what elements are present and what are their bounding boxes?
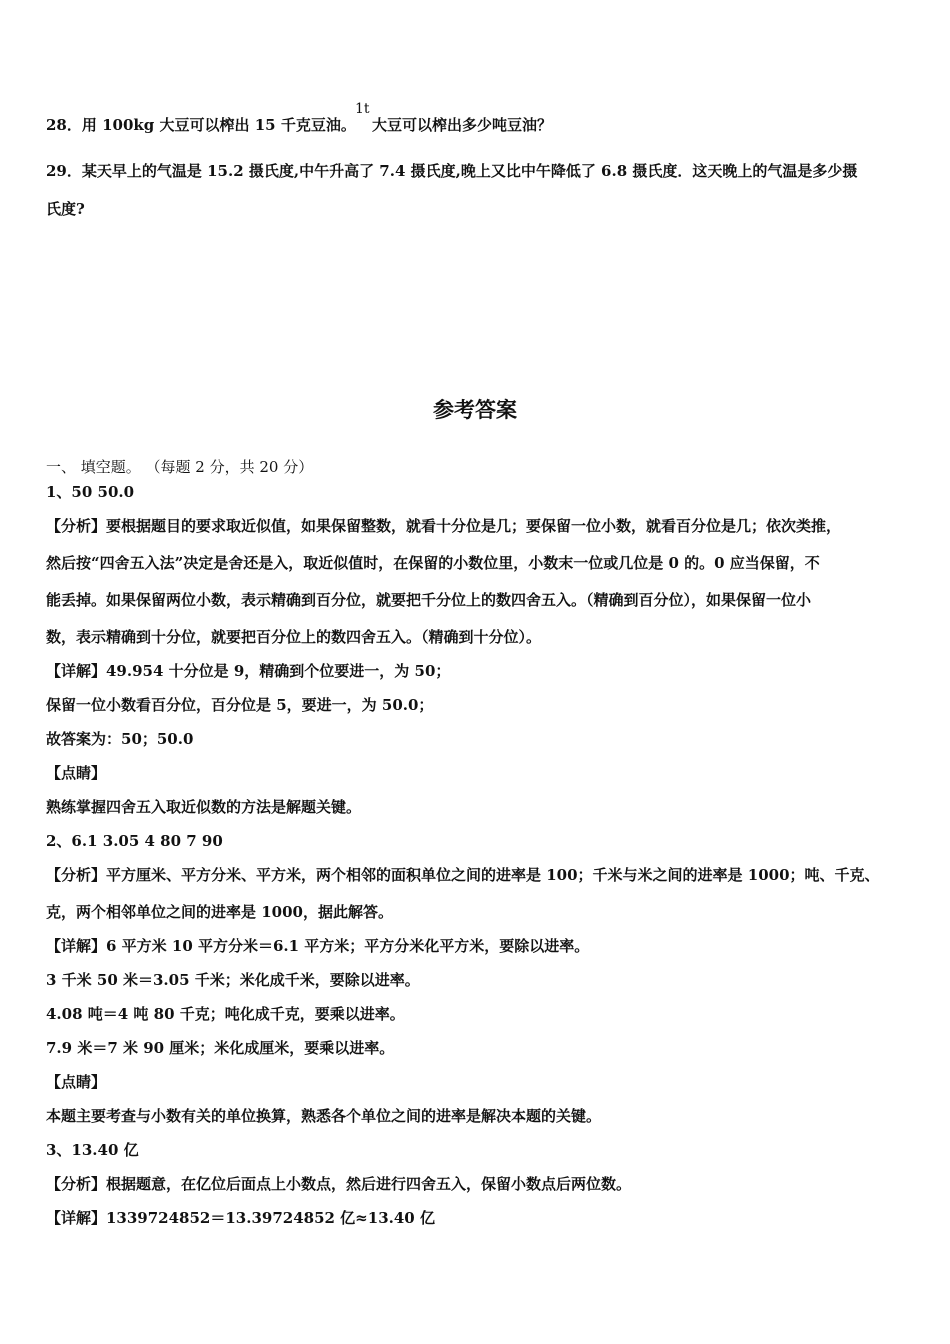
a3-analysis: 【分析】根据题意，在亿位后面点上小数点，然后进行四舍五入，保留小数点后两位数。 — [46, 1175, 632, 1193]
a2-detail-line: 4.08 吨＝4 吨 80 千克；吨化成千克，要乘以进率。 — [46, 1005, 405, 1023]
a1-analysis-line: 数，表示精确到十分位，就要把百分位上的数四舍五入。（精确到十分位）。 — [46, 628, 542, 646]
q28-text-before: 28．用 100kg 大豆可以榨出 15 千克豆油。 — [46, 116, 356, 134]
answer-3: 3、13.40 亿 — [46, 1141, 139, 1159]
q28-unit: 1t — [355, 101, 370, 117]
a1-detail-line: 保留一位小数看百分位，百分位是 5，要进一，为 50.0； — [46, 696, 434, 714]
a2-analysis-line: 【分析】平方厘米、平方分米、平方米，两个相邻的面积单位之间的进率是 100；千米与米之间的进率是 1000；吨、千克、 — [46, 866, 880, 884]
answer-2: 2、6.1 3.05 4 80 7 90 — [46, 832, 223, 850]
a1-analysis-line: 然后按“四舍五入法”决定是舍还是入，取近似值时，在保留的小数位里，小数末一位或几位是 0 的。0 应当保留，不 — [46, 554, 820, 572]
a1-tip: 熟练掌握四舍五入取近似数的方法是解题关键。 — [46, 798, 362, 816]
answer-1: 1、50 50.0 — [46, 483, 135, 501]
a1-detail-line: 【详解】49.954 十分位是 9，精确到个位要进一，为 50； — [46, 662, 451, 680]
a2-detail-line: 7.9 米＝7 米 90 厘米；米化成厘米，要乘以进率。 — [46, 1039, 395, 1057]
question-29-line-1: 29．某天早上的气温是 15.2 摄氏度,中午升高了 7.4 摄氏度,晚上又比中午降低了 6.8 摄氏度．这天晚上的气温是多少摄 — [46, 162, 858, 180]
q28-text-after: 大豆可以榨出多少吨豆油？ — [372, 116, 553, 134]
a2-detail-line: 3 千米 50 米＝3.05 千米；米化成千米，要除以进率。 — [46, 971, 420, 989]
section-heading: 一、 填空题。 （每题 2 分，共 20 分） — [46, 458, 314, 476]
a2-tip-label: 【点睛】 — [46, 1073, 107, 1091]
a1-analysis-line: 能丢掉。如果保留两位小数，表示精确到百分位，就要把千分位上的数四舍五入。（精确到百分位），如果保留一位小 — [46, 591, 812, 609]
question-29-line-2: 氏度? — [46, 200, 85, 218]
a1-analysis-line: 【分析】要根据题目的要求取近似值，如果保留整数，就看十分位是几；要保留一位小数，就看百分位是几；依次类推， — [46, 517, 842, 535]
a1-detail-line: 故答案为：50；50.0 — [46, 730, 194, 748]
a1-tip-label: 【点睛】 — [46, 764, 107, 782]
question-28 — [46, 115, 356, 135]
a2-detail-line: 【详解】6 平方米 10 平方分米＝6.1 平方米；平方分米化平方米，要除以进率。 — [46, 937, 590, 955]
a2-analysis-line: 克，两个相邻单位之间的进率是 1000，据此解答。 — [46, 903, 393, 921]
a2-tip: 本题主要考查与小数有关的单位换算，熟悉各个单位之间的进率是解决本题的关键。 — [46, 1107, 602, 1125]
answers-title: 参考答案 — [433, 398, 517, 422]
a3-detail: 【详解】1339724852＝13.39724852 亿≈13.40 亿 — [46, 1209, 435, 1227]
